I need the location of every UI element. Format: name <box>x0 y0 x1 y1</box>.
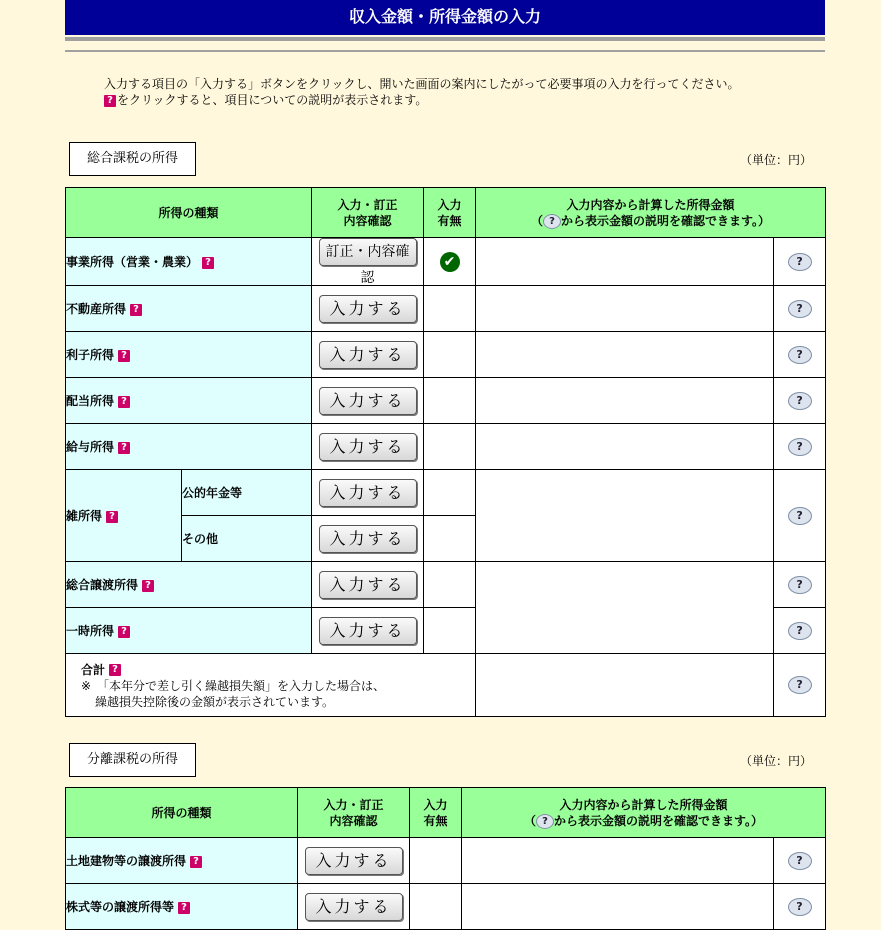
header-status <box>410 788 462 838</box>
question-icon: ? <box>104 95 116 107</box>
help-bubble-icon[interactable]: ? <box>788 852 812 870</box>
section-label-bunri: 分離課税の所得 <box>69 743 196 777</box>
row-label-text: 土地建物等の譲渡所得 <box>66 854 187 868</box>
help-bubble-icon[interactable]: ? <box>788 253 812 271</box>
help-bubble-icon[interactable]: ? <box>788 898 812 916</box>
help-cell <box>774 332 826 378</box>
header-status-line2: 有無 <box>423 813 448 828</box>
rishi-input-button[interactable]: 入力する <box>319 341 417 369</box>
button-cell <box>312 286 424 332</box>
status-cell <box>424 608 476 654</box>
sougou-table <box>65 187 826 717</box>
divider <box>65 50 825 52</box>
help-bubble-icon[interactable]: ? <box>788 300 812 318</box>
status-cell <box>424 470 476 516</box>
total-note-line2: 繰越損失控除後の金額が表示されています。 <box>95 694 335 709</box>
intro-line-2 <box>104 92 740 108</box>
kyuyo-input-button[interactable]: 入力する <box>319 433 417 461</box>
header-status <box>424 188 476 238</box>
button-cell <box>298 884 410 930</box>
help-bubble-icon[interactable]: ? <box>788 622 812 640</box>
help-bubble-icon[interactable]: ? <box>788 676 812 694</box>
button-cell <box>312 608 424 654</box>
amount-cell <box>476 238 774 286</box>
question-icon[interactable]: ? <box>118 442 130 454</box>
help-cell <box>774 470 826 562</box>
row-label-text: 利子所得 <box>66 348 115 362</box>
nenkin-input-button[interactable]: 入力する <box>319 479 417 507</box>
help-bubble-icon[interactable]: ? <box>788 438 812 456</box>
button-cell <box>312 562 424 608</box>
page-title: 収入金額・所得金額の入力 <box>65 0 825 35</box>
row-label-jouto <box>66 562 312 608</box>
help-cell <box>774 654 826 717</box>
help-bubble-icon: ? <box>543 214 561 229</box>
intro-line-2-text: をクリックすると、項目についての説明が表示されます。 <box>117 93 428 107</box>
question-icon[interactable]: ? <box>178 902 190 914</box>
row-label-jigyou <box>66 238 312 286</box>
row-label-haitou <box>66 378 312 424</box>
amount-cell <box>476 332 774 378</box>
amount-cell <box>462 884 774 930</box>
amount-cell <box>476 424 774 470</box>
amount-cell <box>476 562 774 654</box>
question-icon[interactable]: ? <box>106 511 118 523</box>
check-icon: ✔ <box>440 252 460 272</box>
intro-line-1: 入力する項目の「入力する」ボタンをクリックし、開いた画面の案内にしたがって必要事項の入力を行ってください。 <box>104 77 740 91</box>
header-amount-pre: （ <box>523 813 536 828</box>
row-label-text: 株式等の譲渡所得等 <box>66 900 175 914</box>
header-status-line1: 入力 <box>437 197 462 212</box>
status-cell <box>424 238 476 286</box>
row-label-ichiji <box>66 608 312 654</box>
button-cell <box>312 516 424 562</box>
kabu-input-button[interactable]: 入力する <box>305 893 403 921</box>
row-label-zatsu <box>66 470 182 562</box>
header-kind: 所得の種類 <box>66 788 298 838</box>
button-cell <box>312 470 424 516</box>
help-cell <box>774 838 826 884</box>
header-kind: 所得の種類 <box>66 188 312 238</box>
header-amount <box>476 188 826 238</box>
question-icon[interactable]: ? <box>118 396 130 408</box>
header-amount <box>462 788 826 838</box>
row-label-text: 給与所得 <box>66 440 115 454</box>
jigyou-correct-button[interactable]: 訂正・内容確認 <box>319 238 417 266</box>
row-label-text: 事業所得（営業・農業） <box>66 255 199 269</box>
question-icon[interactable]: ? <box>118 626 130 638</box>
status-cell <box>424 286 476 332</box>
bunri-table <box>65 787 826 930</box>
help-cell <box>774 562 826 608</box>
status-cell <box>424 332 476 378</box>
question-icon[interactable]: ? <box>130 304 142 316</box>
haitou-input-button[interactable]: 入力する <box>319 387 417 415</box>
help-bubble-icon: ? <box>536 814 554 829</box>
row-label-tochi <box>66 838 298 884</box>
row-label-text: 不動産所得 <box>66 302 127 316</box>
section-label-sougou: 総合課税の所得 <box>69 142 196 176</box>
help-bubble-icon[interactable]: ? <box>788 346 812 364</box>
tochi-input-button[interactable]: 入力する <box>305 847 403 875</box>
sublabel-nenkin: 公的年金等 <box>182 470 312 516</box>
sublabel-sonota: その他 <box>182 516 312 562</box>
row-label-text: 配当所得 <box>66 394 115 408</box>
header-amount-post: から表示金額の説明を確認できます。） <box>561 213 771 228</box>
help-bubble-icon[interactable]: ? <box>788 507 812 525</box>
row-label-text: 雑所得 <box>66 509 103 523</box>
row-label-rishi <box>66 332 312 378</box>
help-cell <box>774 286 826 332</box>
total-label-text: 合計 <box>81 662 106 677</box>
status-cell <box>424 562 476 608</box>
help-cell <box>774 424 826 470</box>
jouto-input-button[interactable]: 入力する <box>319 571 417 599</box>
unit-label: （単位：円） <box>740 153 813 167</box>
button-cell <box>312 332 424 378</box>
row-label-kabu <box>66 884 298 930</box>
header-amount-post: から表示金額の説明を確認できます。） <box>553 813 764 828</box>
question-icon[interactable]: ? <box>190 856 202 868</box>
header-amount-line1: 入力内容から計算した所得金額 <box>566 197 735 212</box>
status-cell <box>424 378 476 424</box>
amount-cell <box>476 470 774 562</box>
amount-cell <box>476 286 774 332</box>
ichiji-input-button[interactable]: 入力する <box>319 617 417 645</box>
total-label <box>81 661 475 678</box>
help-cell <box>774 884 826 930</box>
header-input-line1: 入力・訂正 <box>337 197 398 212</box>
header-input-line2: 内容確認 <box>343 213 392 228</box>
question-icon[interactable]: ? <box>142 580 154 592</box>
header-amount-pre: （ <box>530 213 543 228</box>
row-label-kyuyo <box>66 424 312 470</box>
header-status-line1: 入力 <box>423 797 448 812</box>
header-status-line2: 有無 <box>437 213 462 228</box>
status-cell <box>410 884 462 930</box>
question-icon[interactable]: ? <box>202 257 214 269</box>
button-cell <box>312 424 424 470</box>
total-amount-cell <box>476 654 774 717</box>
question-icon[interactable]: ? <box>109 664 121 676</box>
total-note-line1: ※ 「本年分で差し引く繰越損失額」を入力した場合は、 <box>81 678 386 693</box>
help-cell <box>774 378 826 424</box>
header-input <box>312 188 424 238</box>
button-cell <box>298 838 410 884</box>
sonota-input-button[interactable]: 入力する <box>319 525 417 553</box>
row-label-text: 一時所得 <box>66 624 115 638</box>
total-label-cell <box>66 654 476 717</box>
header-input <box>298 788 410 838</box>
intro-text <box>104 76 740 108</box>
help-bubble-icon[interactable]: ? <box>788 576 812 594</box>
status-cell <box>410 838 462 884</box>
help-cell <box>774 238 826 286</box>
row-label-text: 総合譲渡所得 <box>66 578 139 592</box>
help-cell <box>774 608 826 654</box>
amount-cell <box>462 838 774 884</box>
status-cell <box>424 516 476 562</box>
status-cell <box>424 424 476 470</box>
button-cell <box>312 378 424 424</box>
question-icon[interactable]: ? <box>118 350 130 362</box>
help-bubble-icon[interactable]: ? <box>788 392 812 410</box>
header-input-line2: 内容確認 <box>329 813 378 828</box>
row-label-fudousan <box>66 286 312 332</box>
header-input-line1: 入力・訂正 <box>323 797 384 812</box>
button-cell <box>312 238 424 286</box>
fudousan-input-button[interactable]: 入力する <box>319 295 417 323</box>
divider <box>65 37 825 41</box>
amount-cell <box>476 378 774 424</box>
unit-label: （単位：円） <box>740 754 813 768</box>
header-amount-line1: 入力内容から計算した所得金額 <box>559 797 728 812</box>
